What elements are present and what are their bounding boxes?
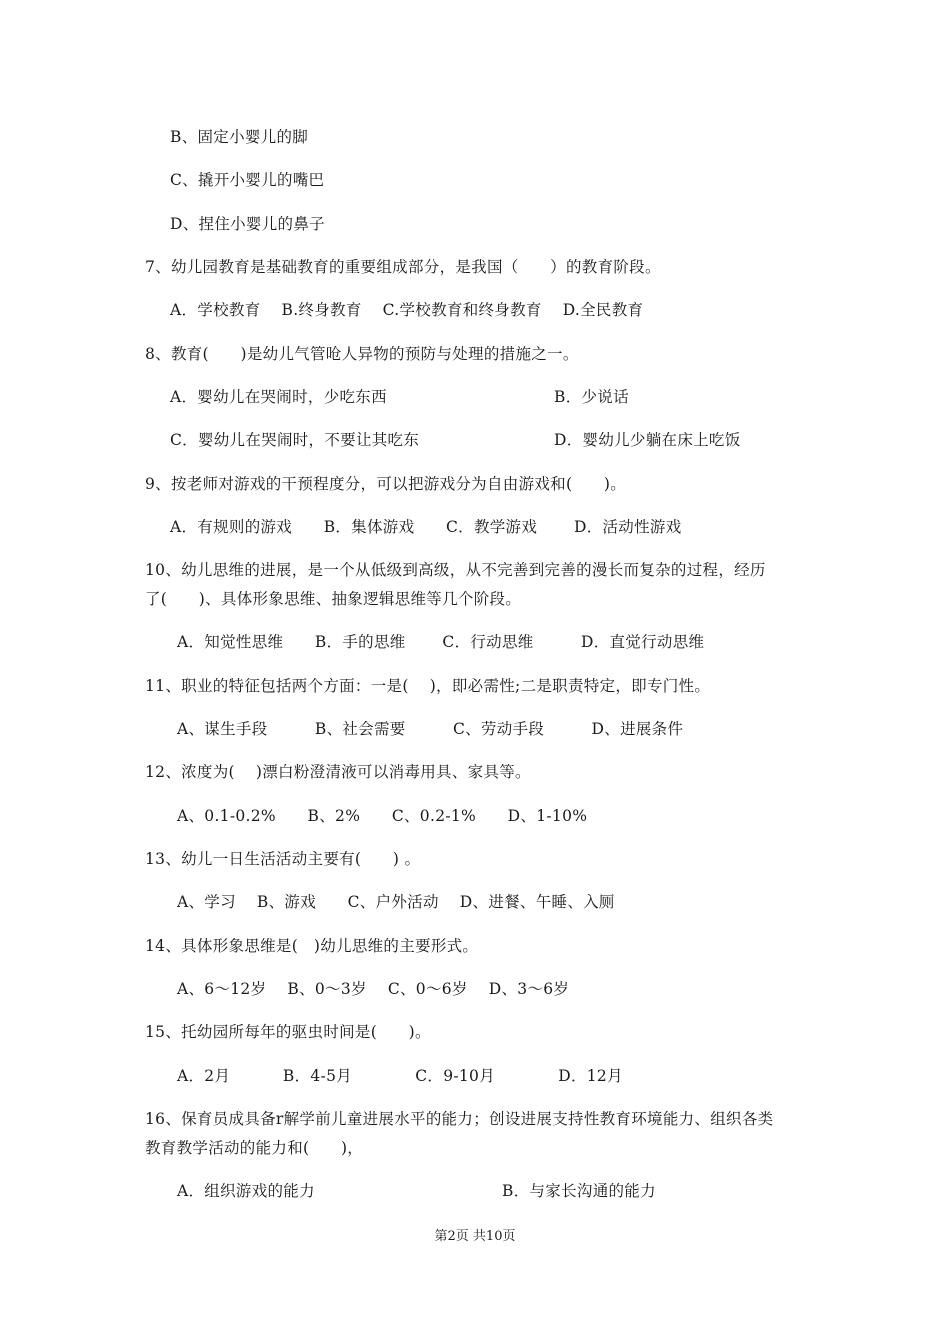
question-10-line-1: 10、幼儿思维的进展，是一个从低级到高级，从不完善到完善的漫长而复杂的过程，经历 [145, 561, 766, 579]
question-14-options: A、6～12岁 B、0～3岁 C、0～6岁 D、3～6岁 [177, 980, 570, 998]
option-c-q6: C、撬开小婴儿的嘴巴 [170, 171, 325, 189]
question-14: 14、具体形象思维是( )幼儿思维的主要形式。 [145, 937, 479, 955]
option-b-q6: B、固定小婴儿的脚 [170, 128, 309, 146]
question-8-option-d: D．婴幼儿少躺在床上吃饭 [554, 431, 741, 449]
question-8: 8、教育( )是幼儿气管呛人异物的预防与处理的措施之一。 [145, 345, 579, 363]
question-8-option-c: C．婴幼儿在哭闹时，不要让其吃东 [170, 431, 420, 449]
question-16-option-b: B．与家长沟通的能力 [502, 1182, 656, 1200]
page-footer: 第2页 共10页 [434, 1229, 516, 1244]
question-16-line-1: 16、保育员成具备r解学前儿童进展水平的能力；创设进展支持性教育环境能力、组织各类 [145, 1110, 774, 1128]
question-13-options: A、学习 B、游戏 C、户外活动 D、进餐、午睡、入厕 [177, 893, 615, 911]
question-8-option-a: A．婴幼儿在哭闹时，少吃东西 [170, 388, 387, 406]
question-15: 15、托幼园所每年的驱虫时间是( )。 [145, 1023, 431, 1041]
option-d-q6: D、捏住小婴儿的鼻子 [170, 215, 325, 233]
question-7: 7、幼儿园教育是基础教育的重要组成部分，是我国（ ）的教育阶段。 [145, 258, 661, 276]
question-15-options: A．2月 B．4-5月 C．9-10月 D．12月 [177, 1067, 623, 1085]
question-11-options: A、谋生手段 B、社会需要 C、劳动手段 D、进展条件 [177, 720, 684, 738]
question-16-option-a: A．组织游戏的能力 [177, 1182, 315, 1200]
question-7-options: A．学校教育 B.终身教育 C.学校教育和终身教育 D.全民教育 [170, 301, 644, 319]
question-10-options: A．知觉性思维 B．手的思维 C．行动思维 D．直觉行动思维 [177, 633, 705, 651]
question-11: 11、职业的特征包括两个方面：一是( )，即必需性;二是职责特定，即专门性。 [145, 677, 711, 695]
question-8-option-b: B．少说话 [554, 388, 629, 406]
question-16-line-2: 教育教学活动的能力和( )， [145, 1139, 364, 1157]
question-13: 13、幼儿一日生活活动主要有( ) 。 [145, 850, 421, 868]
question-12-options: A、0.1-0.2% B、2% C、0.2-1% D、1-10% [177, 807, 588, 825]
question-12: 12、浓度为( )漂白粉澄清液可以消毒用具、家具等。 [145, 763, 531, 781]
question-10-line-2: 了( )、具体形象思维、抽象逻辑思维等几个阶段。 [145, 590, 522, 608]
question-9: 9、按老师对游戏的干预程度分，可以把游戏分为自由游戏和( )。 [145, 475, 627, 493]
question-9-options: A．有规则的游戏 B．集体游戏 C．教学游戏 D．活动性游戏 [170, 518, 682, 536]
